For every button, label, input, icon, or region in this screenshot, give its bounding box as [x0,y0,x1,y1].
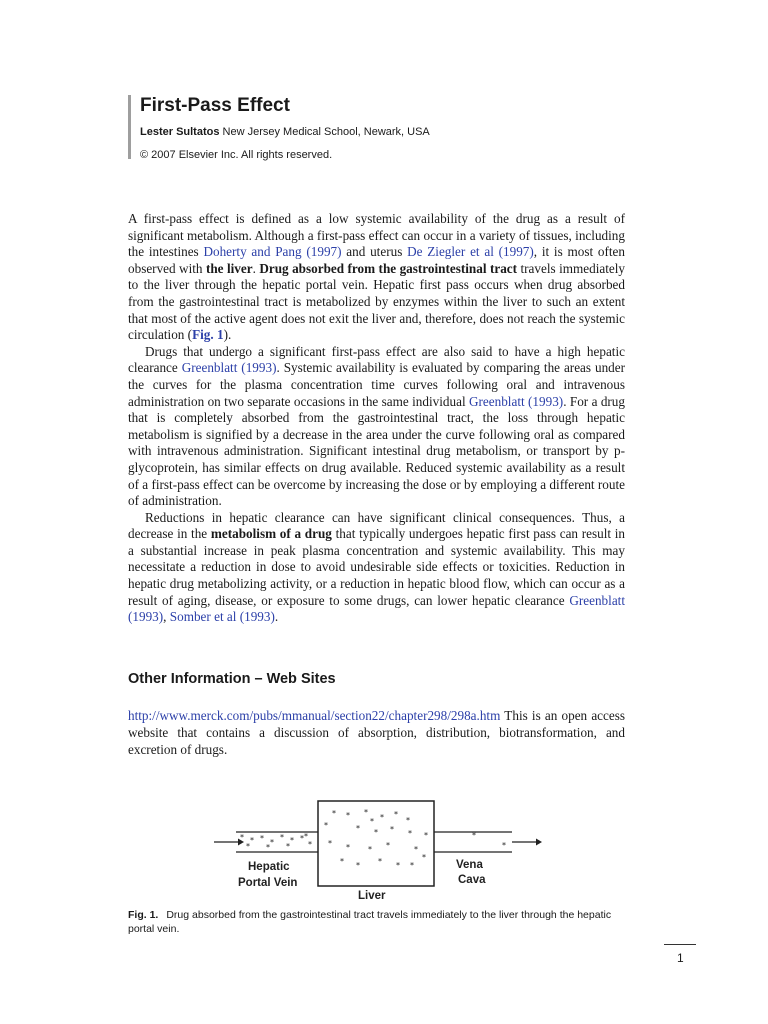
figure-caption [128,908,628,936]
text-run: travels immediately to the liver through the hepatic portal vein. Hepatic first pass occurs when drug absorbed from the gastrointestinal tract is metabolized by enzymes within the liver to such an extent that most of the active agent does not exit the liver and, therefore, does not reach the systemic circulation ( [128,260,625,343]
svg-text:*: * [386,841,390,850]
svg-text:*: * [332,809,336,818]
text-run: . Systemic availability is evaluated by comparing the areas under the curves for the plasma concentration time curves following oral and intravenous administration on two separate occasions in the same individual [128,360,625,409]
svg-text:*: * [240,833,244,842]
article-title: First-Pass Effect [140,95,290,116]
svg-text:*: * [346,811,350,820]
svg-text:*: * [346,843,350,852]
text-run: . [252,260,260,276]
portal-vein-label: Portal Vein [238,877,298,889]
svg-text:*: * [408,829,412,838]
web-site-description: This is an open access website that contains a discussion of absorption, distribution, biotransformation, and excretion of drugs. [128,708,625,757]
article-body [128,211,625,626]
text-run: . [274,609,279,625]
reference-link-doherty[interactable]: Doherty and Pang (1997) [203,244,342,260]
author-line [140,125,648,139]
svg-text:*: * [424,831,428,840]
svg-text:*: * [300,834,304,843]
svg-text:*: * [290,836,294,845]
author-affiliation: New Jersey Medical School, Newark, USA [222,126,430,138]
text-run: , it is most often observed with [128,244,625,276]
copyright-notice: © 2007 Elsevier Inc. All rights reserved. [140,149,333,161]
paragraph-1 [128,211,625,344]
text-run: ). [223,327,232,343]
liver-label: Liver [358,890,386,902]
svg-text:*: * [410,861,414,870]
hepatic-label: Hepatic [248,861,290,873]
svg-text:*: * [280,833,284,842]
text-run: and uterus [341,244,408,260]
text-run: Reductions in hepatic clearance can have significant clinical consequences. Thus, a decrease in the [128,509,625,542]
paragraph-2 [128,344,625,510]
svg-text:*: * [374,828,378,837]
svg-text:*: * [328,839,332,848]
reference-link-greenblatt[interactable]: Greenblatt (1993) [128,592,625,625]
svg-text:*: * [414,845,418,854]
author-name: Lester Sultatos [140,126,220,138]
svg-text:*: * [364,808,368,817]
svg-text:*: * [502,841,506,850]
glossary-term-liver: the liver [205,260,253,276]
svg-text:*: * [356,824,360,833]
text-run: A first-pass effect is defined as a low systemic availability of the drug as a result of significant metabolism. Although a first-pass effect can occur in a variety of tissues, including the intestines [128,211,625,260]
page-number-rule [664,944,696,945]
svg-text:*: * [378,857,382,866]
svg-text:*: * [390,825,394,834]
figure-caption-text: Drug absorbed from the gastrointestinal tract travels immediately to the liver through the hepatic portal vein. [128,909,612,935]
figure-caption-label: Fig. 1. [128,909,159,921]
reference-link-de-ziegler[interactable]: De Ziegler et al (1997) [407,244,534,260]
svg-text:*: * [394,810,398,819]
reference-link-somber[interactable]: Somber et al (1993) [169,609,275,625]
svg-text:*: * [406,816,410,825]
paragraph-3 [128,510,625,626]
svg-text:*: * [370,817,374,826]
svg-text:*: * [380,813,384,822]
reference-link-greenblatt[interactable]: Greenblatt (1993) [181,360,277,376]
svg-text:*: * [324,821,328,830]
page-number: 1 [677,951,684,965]
svg-text:*: * [250,836,254,845]
web-site-entry [128,707,625,758]
figure-link[interactable]: Fig. 1 [192,327,224,343]
first-pass-diagram [210,798,550,904]
text-run: . For a drug that is completely absorbed from the gastrointestinal tract, the loss through hepatic metabolism is signified by a decrease in the area under the curve following oral as compared with intravenous administration. Significant intestinal drug metabolism, or transport by p-glycoprotein, has similar effects on drug available. Reduced systemic availability as a result of a first-pass effect can be overcome by increasing the dose or by employing a different route of administration. [128,393,625,509]
glossary-term-drug-absorbed: Drug absorbed from the gastrointestinal tract [259,260,518,276]
svg-text:*: * [356,861,360,870]
vena-label: Vena [456,859,483,871]
svg-text:*: * [396,861,400,870]
svg-text:*: * [286,842,290,851]
glossary-term-metabolism: metabolism of a drug [210,526,332,542]
reference-link-greenblatt[interactable]: Greenblatt (1993) [469,393,564,409]
article-header [128,95,648,159]
svg-text:*: * [304,832,308,841]
text-run: that typically undergoes hepatic first pass can result in a substantial increase in peak plasma concentration and systemic availability. This may necessitate a reduction in dose to avoid undesirable side effects or toxicities. Reduction in hepatic drug metabolizing activity, or a reduction in hepatic blood flow, which can occur as a result of aging, disease, or exposure to some drugs, can lower hepatic clearance [128,526,625,608]
merck-url-link[interactable]: http://www.merck.com/pubs/mmanual/section22/chapter298/298a.htm [128,708,501,723]
svg-text:*: * [270,838,274,847]
text-run: , [163,609,170,625]
svg-text:*: * [472,831,476,840]
svg-text:*: * [246,842,250,851]
svg-text:*: * [422,853,426,862]
svg-text:*: * [260,834,264,843]
cava-label: Cava [458,874,486,886]
svg-text:*: * [266,843,270,852]
svg-text:*: * [308,840,312,849]
svg-text:*: * [340,857,344,866]
outflow-arrow [512,839,542,846]
text-run: Drugs that undergo a significant first-pass effect are also said to have a high hepatic clearance [128,343,625,376]
svg-text:*: * [368,845,372,854]
section-heading: Other Information – Web Sites [128,671,336,687]
